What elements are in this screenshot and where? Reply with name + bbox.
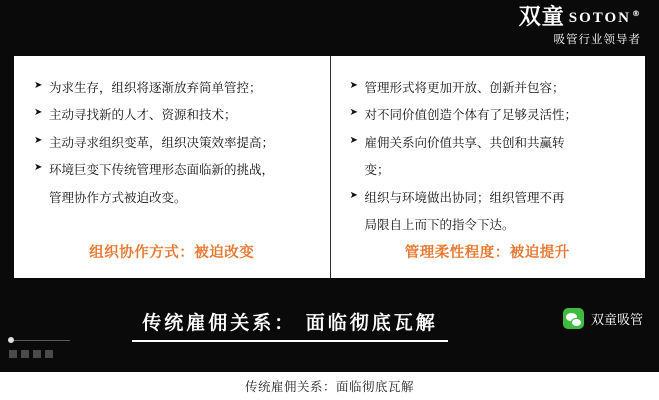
arrow-bullet-icon: ➤ (34, 162, 43, 174)
brand-name-cn: 双童 (518, 5, 565, 30)
left-column (14, 56, 330, 278)
list-item-text: 管理形式将更加开放、创新并包容； (364, 80, 565, 95)
list-item-text: 管理协作方式被迫改变。 (49, 189, 187, 205)
brand-logo (519, 7, 641, 46)
list-item-text: 为求生存，组织将逐渐放弃简单管控； (49, 80, 262, 95)
progress-track[interactable] (8, 340, 70, 341)
arrow-bullet-icon: ➤ (34, 80, 43, 91)
registered-mark-icon: ® (632, 9, 641, 18)
video-player-controls[interactable] (8, 336, 72, 366)
player-buttons[interactable] (9, 350, 53, 358)
fullscreen-button[interactable] (45, 350, 53, 358)
list-item-text: 雇佣关系向价值共享、共创和共赢转 (364, 134, 565, 150)
footer-title: 传统雇佣关系： 面临彻底瓦解 (142, 312, 438, 334)
left-bullet-list (34, 78, 314, 207)
list-item-text: 主动寻求组织变革，组织决策效率提高； (49, 134, 275, 150)
brand-name-latin: SOTON (568, 10, 631, 26)
wechat-icon (563, 308, 584, 329)
arrow-bullet-icon: ➤ (349, 80, 358, 91)
list-item (350, 78, 630, 97)
list-item (350, 105, 630, 124)
list-item-continuation (350, 215, 630, 234)
stop-button[interactable] (33, 350, 41, 358)
arrow-bullet-icon: ➤ (349, 107, 358, 119)
list-item-text: 组织与环境做出协同；组织管理不再 (364, 189, 565, 205)
list-item (350, 133, 630, 152)
list-item (34, 78, 314, 97)
list-item (34, 133, 314, 152)
brand-name (519, 7, 641, 29)
arrow-bullet-icon: ➤ (349, 189, 358, 201)
right-bullet-list (350, 78, 630, 234)
list-item (350, 188, 630, 207)
progress-handle[interactable] (8, 337, 14, 343)
list-item-continuation (34, 188, 314, 207)
pause-button[interactable] (21, 350, 29, 358)
right-kicker: 管理柔性程度：被迫提升 (404, 245, 570, 261)
image-caption: 传统雇佣关系：面临彻底瓦解 (0, 372, 659, 400)
list-item-text: 变； (364, 162, 390, 178)
arrow-bullet-icon: ➤ (34, 134, 43, 146)
list-item-text: 主动寻找新的人才、资源和技术； (49, 107, 237, 123)
play-button[interactable] (9, 350, 17, 358)
right-column (330, 56, 646, 278)
slide-footer (0, 288, 659, 372)
list-item-continuation (350, 160, 630, 179)
slide-header (0, 0, 659, 54)
arrow-bullet-icon: ➤ (349, 134, 358, 146)
wechat-account (563, 308, 643, 329)
list-item-text: 环境巨变下传统管理形态面临新的挑战， (49, 162, 275, 178)
left-kicker: 组织协作方式：被迫改变 (89, 245, 255, 261)
list-item (34, 105, 314, 124)
brand-tagline: 吸管行业领导者 (553, 32, 641, 46)
wechat-label: 双童吸管 (590, 313, 643, 328)
content-panel (14, 56, 645, 278)
arrow-bullet-icon: ➤ (34, 107, 43, 119)
list-item-text: 对不同价值创造个体有了足够灵活性； (364, 107, 578, 123)
footer-underline (132, 340, 448, 342)
list-item-text: 局限自上而下的指令下达。 (364, 216, 515, 232)
list-item (34, 160, 314, 179)
